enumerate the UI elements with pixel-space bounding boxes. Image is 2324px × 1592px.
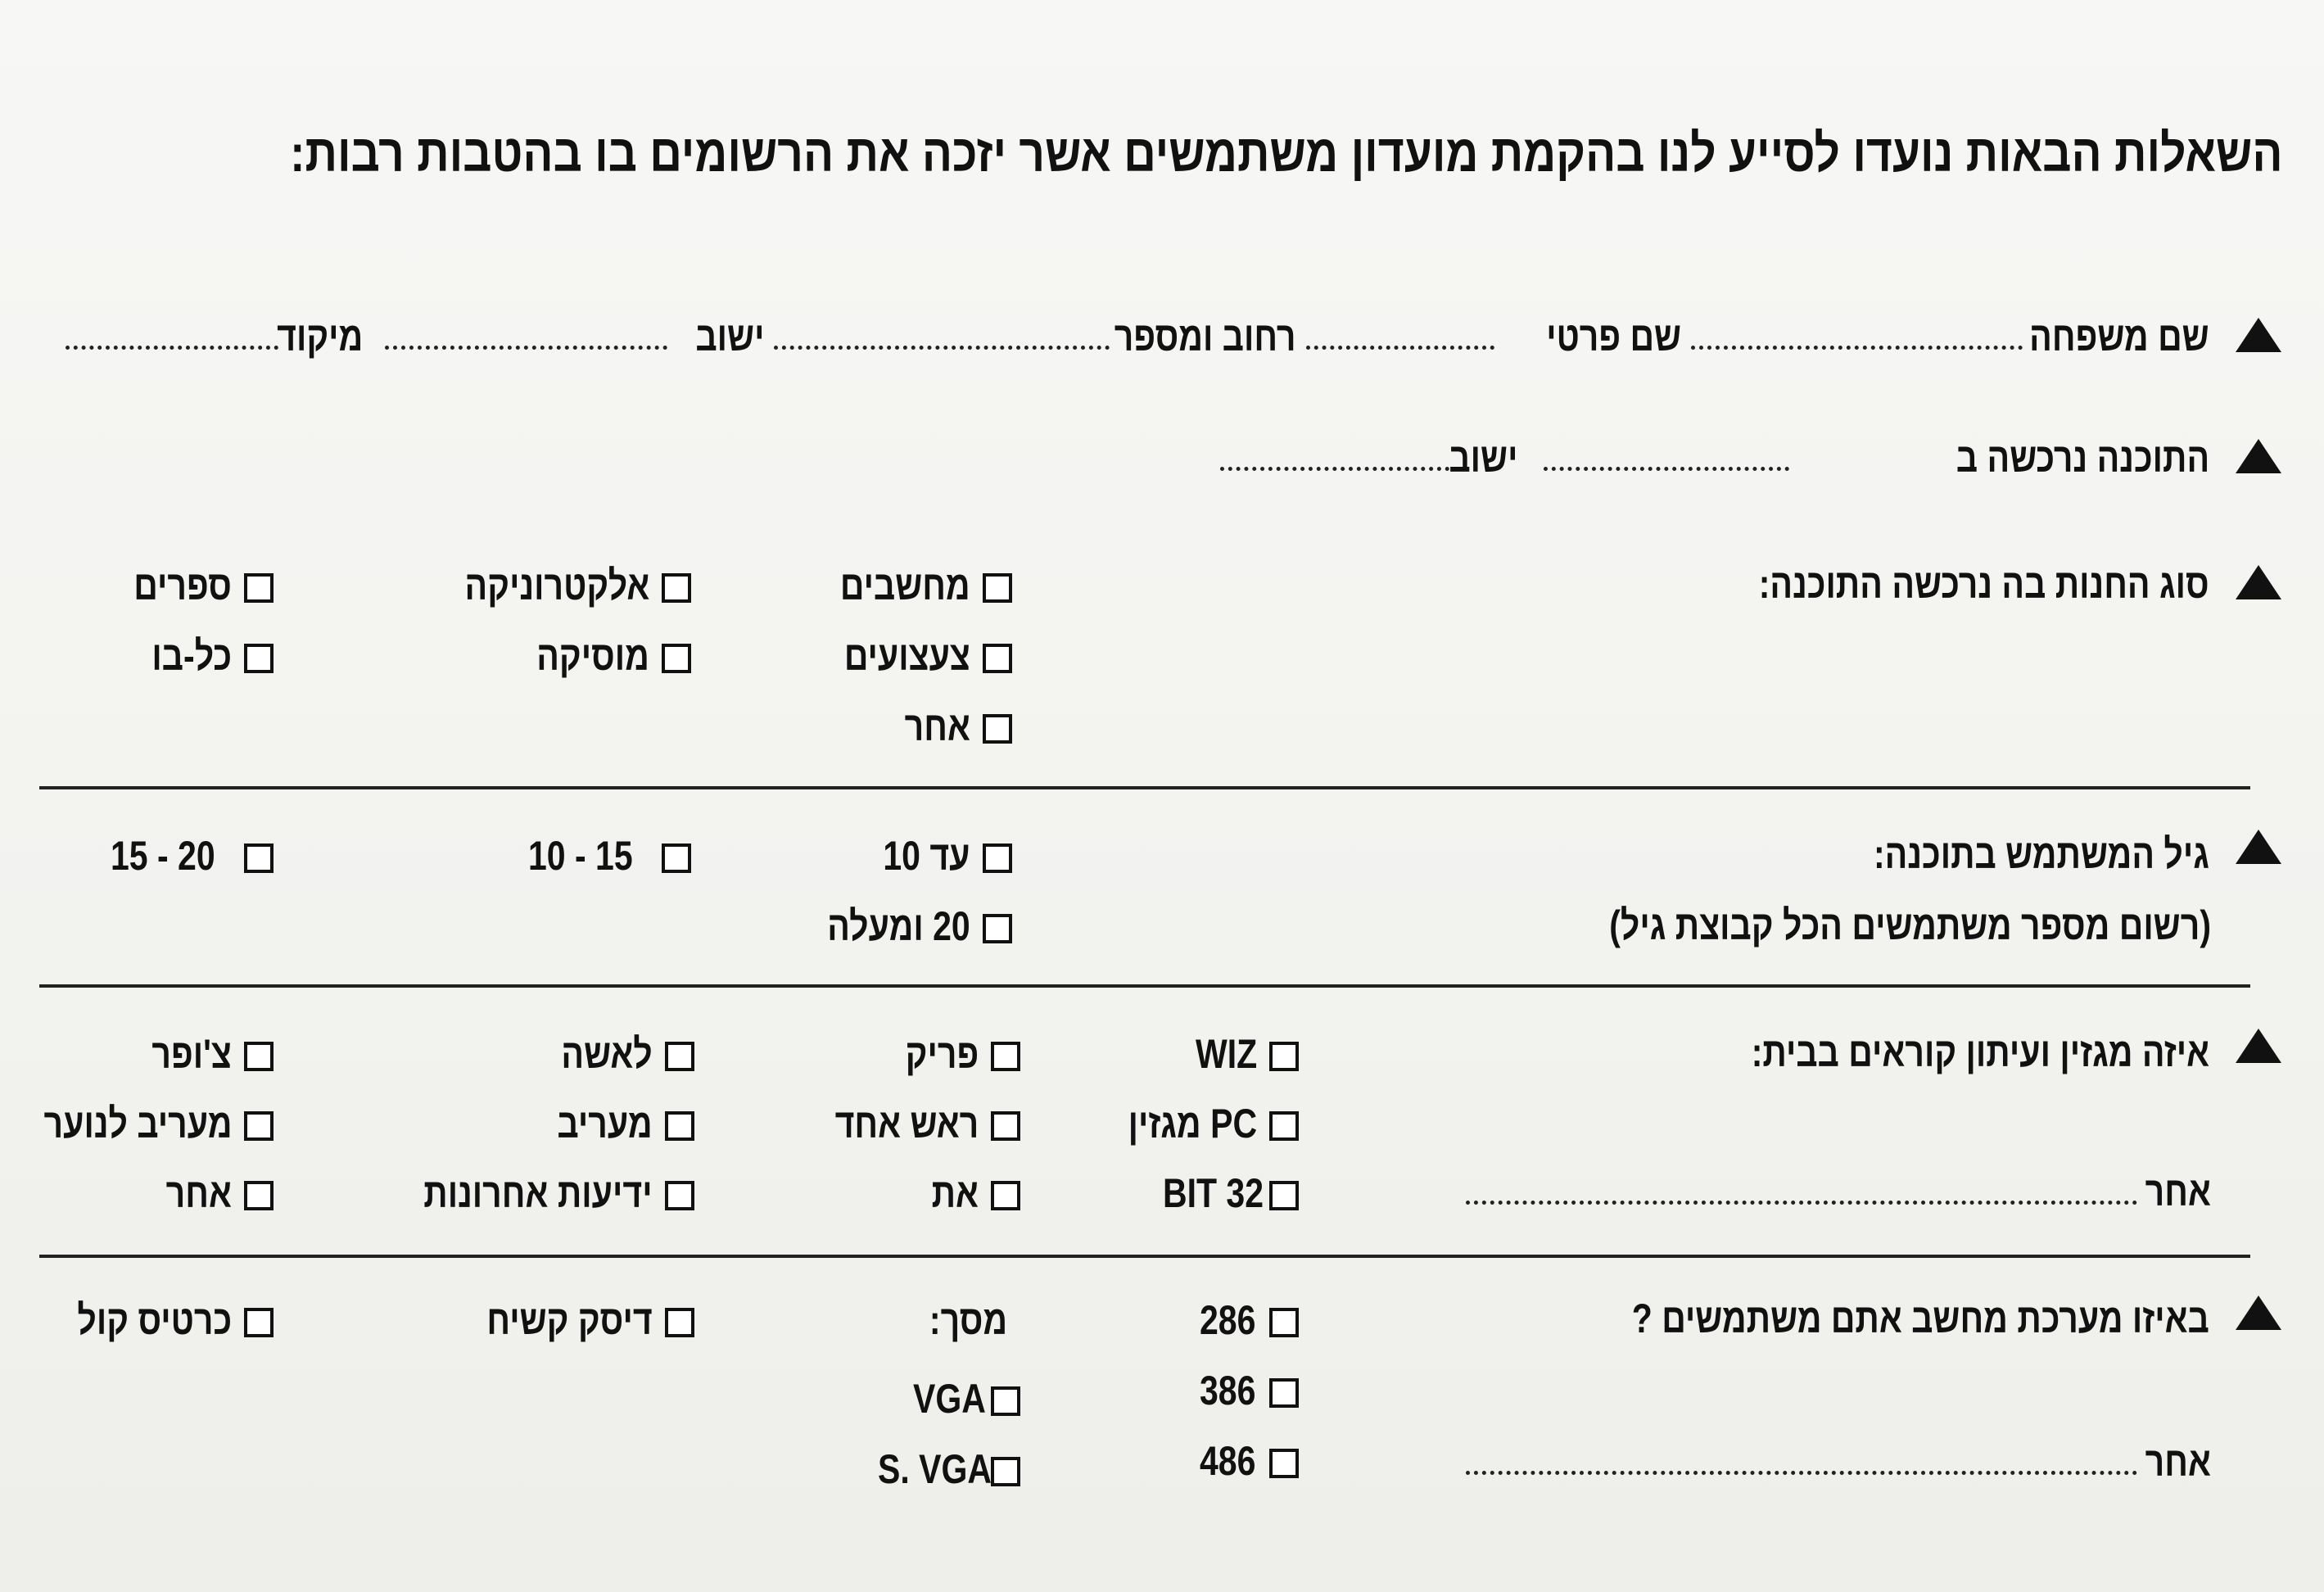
store-music-label: מוסיקה — [536, 633, 649, 679]
mag-other-label: אחר — [165, 1170, 232, 1216]
store-toys-checkbox[interactable] — [983, 644, 1012, 673]
cpu-286-label: 286 — [1200, 1297, 1256, 1343]
sound-card-checkbox[interactable] — [244, 1308, 274, 1337]
hard-disk-label: דיסק קשיח — [486, 1297, 653, 1343]
mag-at-checkbox[interactable] — [991, 1181, 1020, 1210]
mag-maariv-youth-label: מעריב לנוער — [43, 1101, 232, 1147]
mag-chupar-checkbox[interactable] — [244, 1042, 274, 1071]
store-electronics-label: אלקטרוניקה — [464, 563, 649, 608]
mag-laisha-label: לאשה — [561, 1031, 653, 1077]
age-label: גיל המשתמש בתוכנה: — [1874, 831, 2209, 877]
mag-yedioth-label: ידיעות אחרונות — [423, 1170, 653, 1216]
city-label: ישוב — [694, 314, 764, 360]
age-15-20-label: 15 - 20 — [111, 833, 215, 879]
mag-bit32-label: BIT 32 — [1163, 1170, 1264, 1216]
mag-maariv-youth-checkbox[interactable] — [244, 1111, 274, 1141]
last-name-label: שם משפחה — [2029, 314, 2209, 360]
section-divider — [39, 984, 2250, 988]
mag-at-label: את — [931, 1170, 979, 1216]
magazines-label: איזה מגזין ועיתון קוראים בבית: — [1751, 1029, 2209, 1075]
store-computers-label: מחשבים — [840, 563, 970, 608]
mag-maariv-label: מעריב — [557, 1101, 653, 1147]
age-under-10-label: עד 10 — [883, 833, 970, 879]
screen-vga-label: VGA — [913, 1376, 986, 1422]
store-other-label: אחר — [904, 703, 970, 749]
mag-other-checkbox[interactable] — [244, 1181, 274, 1210]
street-field[interactable] — [774, 346, 1110, 350]
mag-chupar-label: צ'ופר — [151, 1031, 232, 1077]
mag-freak-checkbox[interactable] — [991, 1042, 1020, 1071]
store-department-checkbox[interactable] — [244, 644, 274, 673]
street-label: רחוב ומספר — [1115, 314, 1296, 360]
mag-wiz-label: WIZ — [1196, 1031, 1258, 1077]
store-department-label: כל-בו — [151, 633, 232, 679]
screen-svga-label: S. VGA — [878, 1446, 992, 1492]
purchase-label: התוכנה נרכשה ב — [1956, 435, 2209, 481]
first-name-field[interactable] — [1306, 346, 1494, 350]
age-under-10-checkbox[interactable] — [983, 843, 1012, 873]
mag-freak-label: פריק — [905, 1031, 979, 1077]
system-label: באיזו מערכת מחשב אתם משתמשים ? — [1631, 1296, 2209, 1341]
store-toys-label: צעצועים — [843, 633, 970, 679]
store-books-checkbox[interactable] — [244, 573, 274, 603]
mag-rosh-ehad-checkbox[interactable] — [991, 1111, 1020, 1141]
mag-bit32-checkbox[interactable] — [1269, 1181, 1299, 1210]
sound-card-label: כרטיס קול — [77, 1297, 232, 1343]
age-note: (רשום מספר משתמשים הכל קבוצת גיל) — [1609, 902, 2211, 948]
store-books-label: ספרים — [133, 563, 232, 608]
magazines-other-field[interactable] — [1466, 1201, 2137, 1205]
store-music-checkbox[interactable] — [662, 644, 691, 673]
cpu-386-checkbox[interactable] — [1269, 1378, 1299, 1408]
magazines-other-label: אחר — [2145, 1169, 2211, 1214]
system-other-label: אחר — [2145, 1439, 2211, 1485]
section-divider — [39, 786, 2250, 789]
purchase-city-label: ישוב — [1448, 435, 1517, 481]
purchase-city-field[interactable] — [1220, 467, 1449, 471]
bullet-triangle-icon — [2236, 318, 2281, 352]
bullet-triangle-icon — [2236, 830, 2281, 864]
bullet-triangle-icon — [2236, 1029, 2281, 1063]
purchase-store-field[interactable] — [1544, 467, 1789, 471]
system-other-field[interactable] — [1466, 1471, 2137, 1475]
age-20-plus-checkbox[interactable] — [983, 914, 1012, 943]
mag-pc-checkbox[interactable] — [1269, 1111, 1299, 1141]
section-divider — [39, 1255, 2250, 1258]
cpu-386-label: 386 — [1200, 1368, 1256, 1413]
mag-laisha-checkbox[interactable] — [665, 1042, 694, 1071]
age-20-plus-label: 20 ומעלה — [827, 903, 970, 949]
age-10-15-label: 10 - 15 — [528, 833, 633, 879]
cpu-486-label: 486 — [1200, 1438, 1256, 1484]
bullet-triangle-icon — [2236, 1296, 2281, 1330]
first-name-label: שם פרטי — [1546, 314, 1681, 360]
city-field[interactable] — [385, 346, 667, 350]
store-computers-checkbox[interactable] — [983, 573, 1012, 603]
bullet-triangle-icon — [2236, 565, 2281, 599]
cpu-486-checkbox[interactable] — [1269, 1449, 1299, 1478]
age-15-20-checkbox[interactable] — [244, 843, 274, 873]
screen-label: מסך: — [929, 1297, 1007, 1343]
mag-maariv-checkbox[interactable] — [665, 1111, 694, 1141]
screen-svga-checkbox[interactable] — [991, 1457, 1020, 1486]
age-10-15-checkbox[interactable] — [662, 843, 691, 873]
cpu-286-checkbox[interactable] — [1269, 1308, 1299, 1337]
store-electronics-checkbox[interactable] — [662, 573, 691, 603]
hard-disk-checkbox[interactable] — [665, 1308, 694, 1337]
mag-rosh-ehad-label: ראש אחד — [834, 1101, 979, 1147]
zip-field[interactable] — [66, 346, 278, 350]
mag-pc-label: PC מגזין — [1128, 1101, 1257, 1147]
mag-wiz-checkbox[interactable] — [1269, 1042, 1299, 1071]
form-title: השאלות הבאות נועדו לסייע לנו בהקמת מועדון משתמשים אשר יזכה את הרשומים בו בהטבות רבות: — [290, 124, 2283, 183]
bullet-triangle-icon — [2236, 439, 2281, 473]
zip-label: מיקוד — [276, 314, 363, 360]
screen-vga-checkbox[interactable] — [991, 1386, 1020, 1416]
last-name-field[interactable] — [1691, 346, 2023, 350]
store-type-label: סוג החנות בה נרכשה התוכנה: — [1759, 561, 2209, 607]
mag-yedioth-checkbox[interactable] — [665, 1181, 694, 1210]
store-other-checkbox[interactable] — [983, 714, 1012, 744]
